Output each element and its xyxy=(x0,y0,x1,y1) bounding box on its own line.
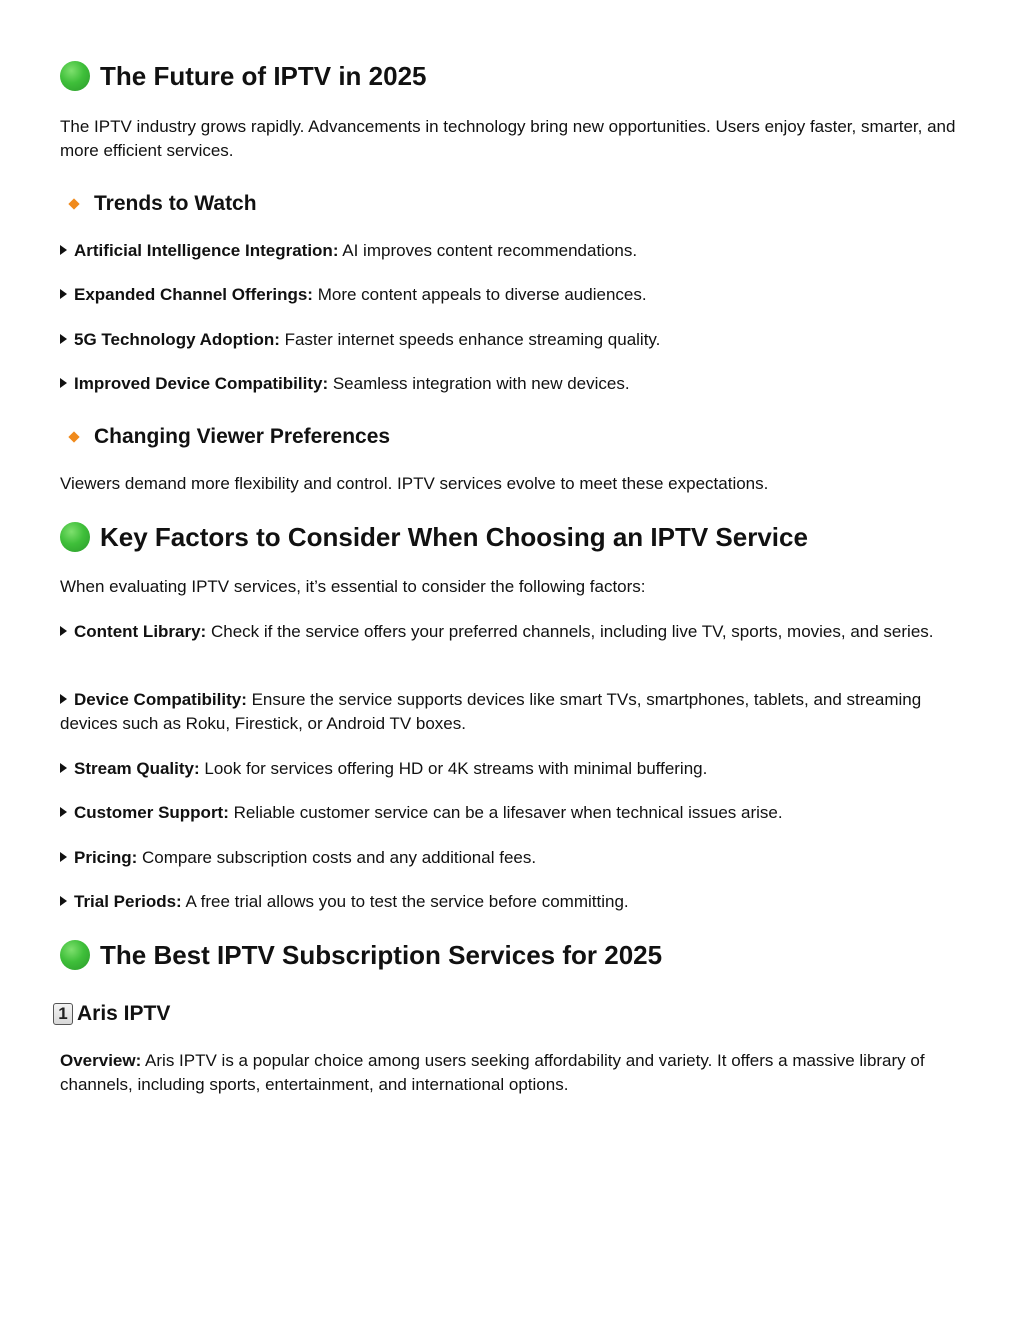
list-item xyxy=(60,239,960,263)
list-item xyxy=(60,620,960,644)
item-label: Artificial Intelligence Integration: xyxy=(74,241,339,260)
triangle-right-icon xyxy=(60,763,67,773)
list-item xyxy=(60,757,960,781)
green-circle-icon xyxy=(60,61,90,91)
item-label: 5G Technology Adoption: xyxy=(74,330,280,349)
item-text: Compare subscription costs and any additional fees. xyxy=(137,848,537,867)
item-label: Content Library: xyxy=(74,622,207,641)
subheading-text: Changing Viewer Preferences xyxy=(94,425,391,448)
heading-text: The Best IPTV Subscription Services for 2025 xyxy=(100,940,663,970)
list-item xyxy=(60,688,960,736)
item-text: Ensure the service supports devices like smart TVs, smartphones, tablets, and streaming devices such as Roku, Firestick, or Android TV boxes. xyxy=(60,690,922,733)
triangle-right-icon xyxy=(60,694,67,704)
overview-label: Overview: xyxy=(60,1051,142,1070)
green-circle-icon xyxy=(60,940,90,970)
section-heading-best-services xyxy=(60,939,960,971)
item-text: Look for services offering HD or 4K streams with minimal buffering. xyxy=(199,759,708,778)
list-item xyxy=(60,846,960,870)
triangle-right-icon xyxy=(60,852,67,862)
service-heading-aris xyxy=(60,1000,960,1028)
item-text: More content appeals to diverse audiences. xyxy=(312,285,647,304)
item-text: A free trial allows you to test the service before committing. xyxy=(181,892,629,911)
service-overview xyxy=(60,1049,960,1097)
service-name: Aris IPTV xyxy=(77,1002,171,1025)
list-item xyxy=(60,372,960,396)
subheading-trends xyxy=(60,190,960,218)
factors-intro: When evaluating IPTV services, it’s essential to consider the following factors: xyxy=(60,577,646,596)
item-text: Seamless integration with new devices. xyxy=(328,374,630,393)
preferences-paragraph: Viewers demand more flexibility and control. IPTV services evolve to meet these expectations. xyxy=(60,474,769,493)
item-label: Trial Periods: xyxy=(74,892,182,911)
triangle-right-icon xyxy=(60,626,67,636)
heading-text: The Future of IPTV in 2025 xyxy=(100,61,427,91)
triangle-right-icon xyxy=(60,378,67,388)
triangle-right-icon xyxy=(60,896,67,906)
item-label: Pricing: xyxy=(74,848,138,867)
triangle-right-icon xyxy=(60,245,67,255)
triangle-right-icon xyxy=(60,807,67,817)
item-label: Device Compatibility: xyxy=(74,690,247,709)
green-circle-icon xyxy=(60,522,90,552)
item-text: Faster internet speeds enhance streaming quality. xyxy=(279,330,661,349)
item-label: Stream Quality: xyxy=(74,759,200,778)
item-text: Check if the service offers your preferred channels, including live TV, sports, movies, and series. xyxy=(206,622,934,641)
item-label: Improved Device Compatibility: xyxy=(74,374,329,393)
subheading-preferences xyxy=(60,423,960,451)
triangle-right-icon xyxy=(60,289,67,299)
subheading-text: Trends to Watch xyxy=(94,192,257,215)
keycap-one-icon: 1 xyxy=(53,1003,73,1025)
item-text: AI improves content recommendations. xyxy=(338,241,638,260)
overview-text: Aris IPTV is a popular choice among users seeking affordability and variety. It offers a massive library of channels, including sports, entertainment, and international options. xyxy=(60,1051,925,1094)
heading-text: Key Factors to Consider When Choosing an IPTV Service xyxy=(100,522,808,552)
list-item xyxy=(60,283,960,307)
orange-diamond-icon xyxy=(68,198,79,209)
list-item xyxy=(60,328,960,352)
list-item xyxy=(60,801,960,825)
item-label: Customer Support: xyxy=(74,803,229,822)
triangle-right-icon xyxy=(60,334,67,344)
intro-paragraph: The IPTV industry grows rapidly. Advancements in technology bring new opportunities. Users enjoy faster, smarter, and more efficient services. xyxy=(60,117,956,160)
orange-diamond-icon xyxy=(68,431,79,442)
section-heading-future xyxy=(60,60,960,92)
list-item xyxy=(60,890,960,914)
item-text: Reliable customer service can be a lifesaver when technical issues arise. xyxy=(228,803,783,822)
item-label: Expanded Channel Offerings: xyxy=(74,285,313,304)
section-heading-key-factors xyxy=(60,521,960,553)
